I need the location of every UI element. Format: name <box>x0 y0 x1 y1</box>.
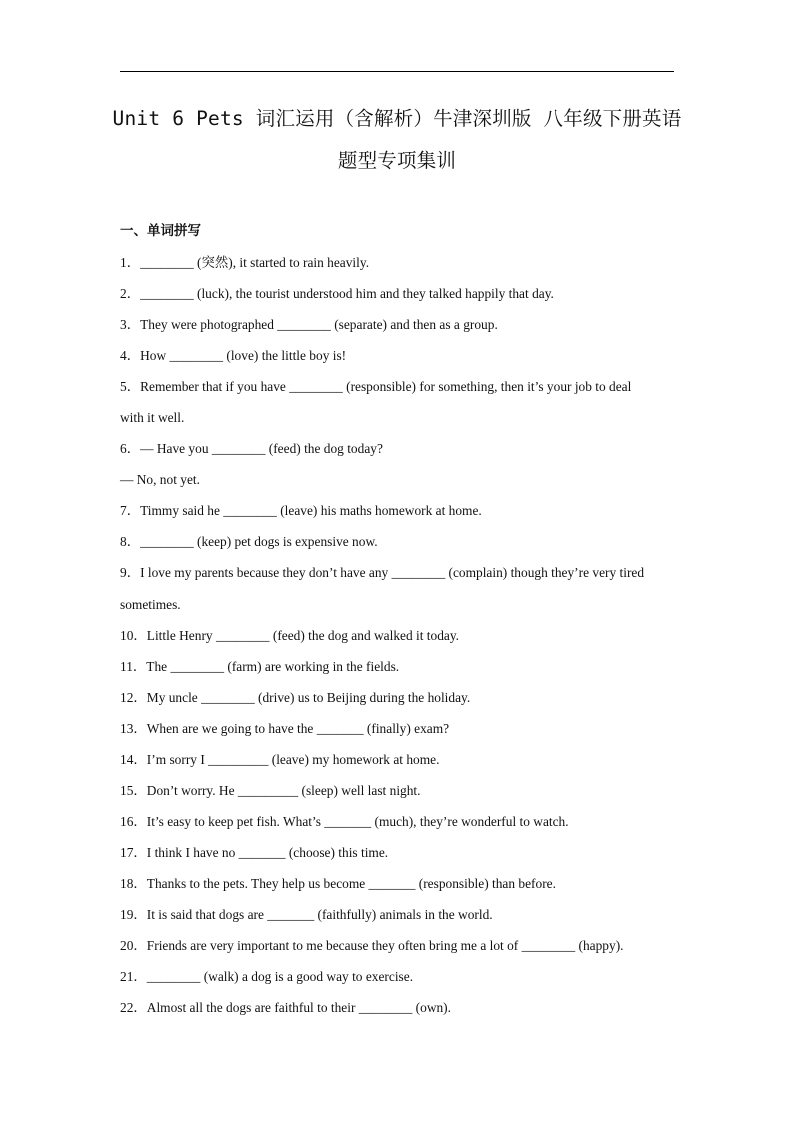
question-line: 20．Friends are very important to me because they often bring me a lot of ________ (happy). <box>120 938 624 954</box>
question-line: 7．Timmy said he ________ (leave) his maths homework at home. <box>120 503 482 519</box>
question-line: 8．________ (keep) pet dogs is expensive now. <box>120 534 378 550</box>
question-line: 13．When are we going to have the _______ (finally) exam? <box>120 720 450 736</box>
question-line-continuation: with it well. <box>120 410 185 426</box>
question-line-continuation: — No, not yet. <box>120 472 200 488</box>
question-line: 2．________ (luck), the tourist understood him and they talked happily that day. <box>120 286 554 302</box>
question-line: 10．Little Henry ________ (feed) the dog and walked it today. <box>120 627 460 643</box>
header-rule <box>120 71 674 72</box>
question-line: 16．It’s easy to keep pet fish. What’s _______ (much), they’re wonderful to watch. <box>120 813 569 829</box>
question-line-continuation: sometimes. <box>120 596 181 612</box>
question-line: 14．I’m sorry I _________ (leave) my homework at home. <box>120 751 440 767</box>
question-line: 3．They were photographed ________ (separate) and then as a group. <box>120 317 498 333</box>
question-line: 11．The ________ (farm) are working in the fields. <box>120 658 400 674</box>
question-line: 21．________ (walk) a dog is a good way to exercise. <box>120 969 414 985</box>
question-line: 18．Thanks to the pets. They help us become _______ (responsible) than before. <box>120 875 556 891</box>
question-line: 9．I love my parents because they don’t have any ________ (complain) though they’re very tired <box>120 565 645 581</box>
question-line: 12．My uncle ________ (drive) us to Beijing during the holiday. <box>120 689 471 705</box>
question-line: 17．I think I have no _______ (choose) this time. <box>120 844 389 860</box>
document-title: Unit 6 Pets 词汇运用（含解析）牛津深圳版 八年级下册英语题型专项集训 <box>112 107 682 172</box>
section-heading: 一、单词拼写 <box>120 223 201 239</box>
question-list <box>120 247 676 1023</box>
question-line: 5．Remember that if you have ________ (responsible) for something, then it’s your job to deal <box>120 379 632 395</box>
question-line: 4．How ________ (love) the little boy is! <box>120 348 347 364</box>
question-line: 1．________ (突然), it started to rain heavily. <box>120 255 370 270</box>
question-line: 15．Don’t worry. He _________ (sleep) well last night. <box>120 782 421 798</box>
question-line: 6．— Have you ________ (feed) the dog today? <box>120 441 383 457</box>
question-line: 22．Almost all the dogs are faithful to their ________ (own). <box>120 1000 451 1016</box>
question-line: 19．It is said that dogs are _______ (faithfully) animals in the world. <box>120 906 493 922</box>
